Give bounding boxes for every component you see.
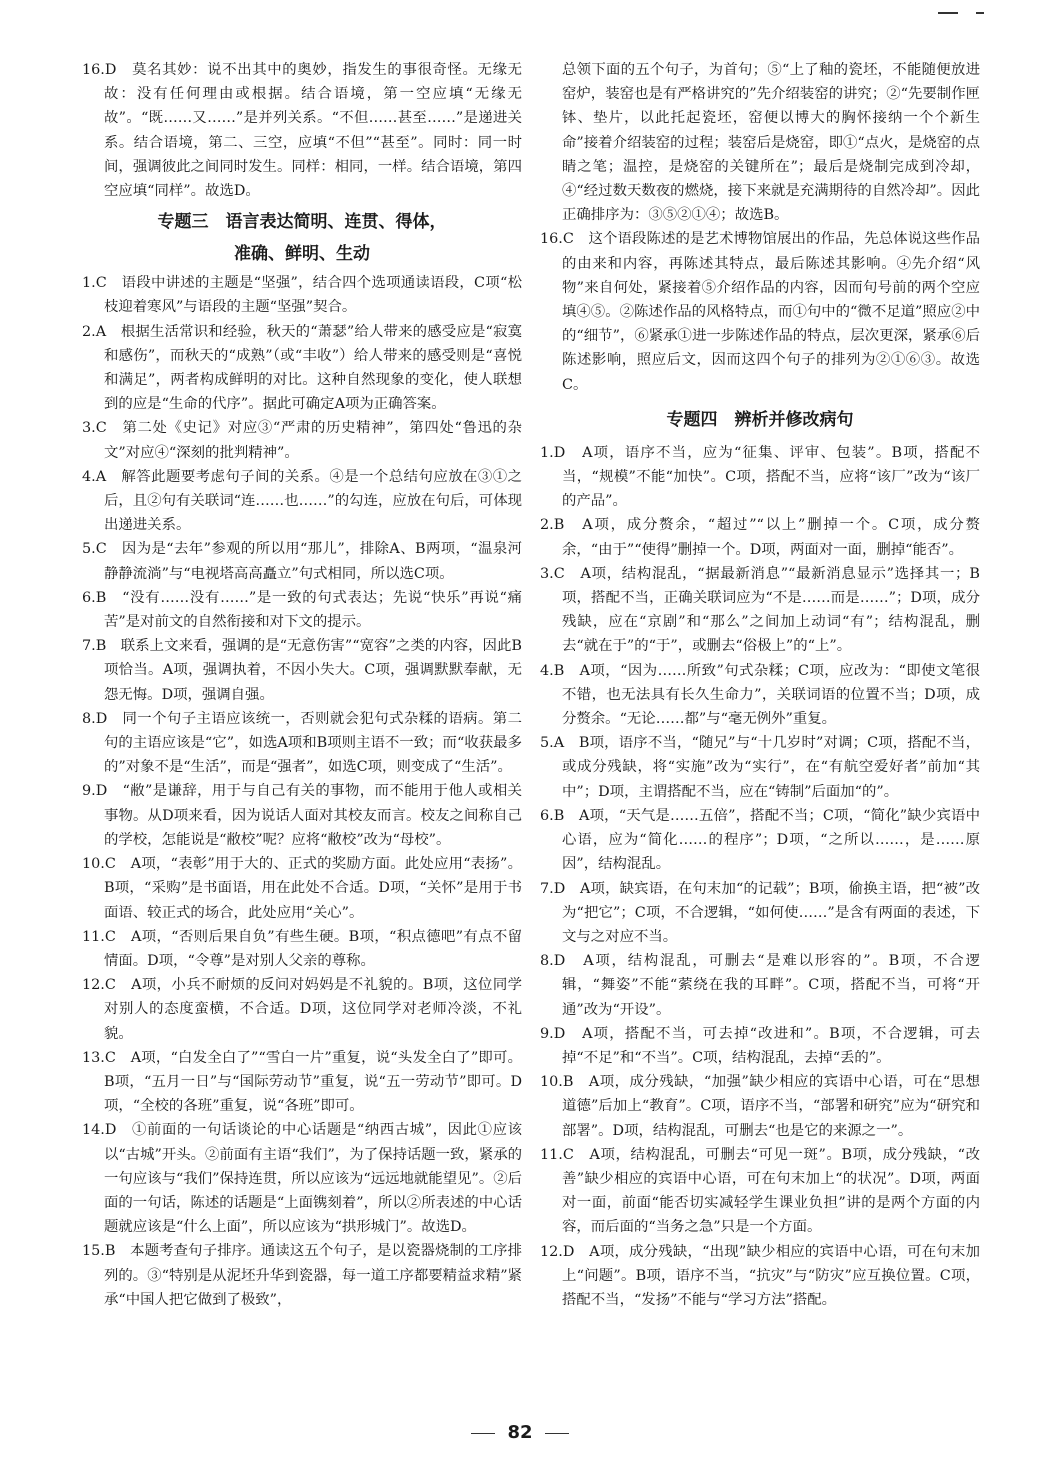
corner-marks xyxy=(938,12,998,18)
answer-item: 3.C 第二处《史记》对应③“严肃的历史精神”，第四处“鲁迅的杂文”对应④“深刻的批判精神”。 xyxy=(82,420,522,461)
answer-item: 7.D A项，缺宾语，在句末加“的记载”；B项，偷换主语，把“被”改为“把它”；C项，不合逻辑，“如何使……”是含有两面的表述，下文与之对应不当。 xyxy=(540,880,980,945)
answer-item: 6.B A项，“天气是……五倍”，搭配不当；C项，“简化”缺少宾语中心语，应为“简化……的程序”；D项，“之所以……，是……原因”，结构混乱。 xyxy=(540,807,980,873)
answer-item: 1.D A项，语序不当，应为“征集、评审、包装”。B项，搭配不当，“规模”不能“加快”。C项，搭配不当，应将“该厂”改为“该厂的产品”。 xyxy=(540,444,980,510)
answer-item: 2.B A项，成分赘余，“超过”“以上”删掉一个。C项，成分赘余，“由于”“使得”删掉一个。D项，两面对一面，删掉“能否”。 xyxy=(540,517,980,558)
answer-item: 8.D 同一个句子主语应该统一，否则就会犯句式杂糅的语病。第二句的主语应该是“它”，如选A项和B项则主语不一致；而“收获最多的”对象不是“生活”，而是“强者”，如选C项，则变成了“生活”。 xyxy=(82,710,522,776)
topic3-heading-line1: 专题三 语言表达简明、连贯、得体， xyxy=(157,212,447,233)
left-column xyxy=(82,58,522,1312)
answer-item: 5.C 因为是“去年”参观的所以用“那儿”，排除A、B两项，“温泉河静静流淌”与“电视塔高高矗立”句式相同，所以选C项。 xyxy=(82,541,522,582)
footer-dash-left xyxy=(471,1433,495,1434)
answer-item: 6.B “没有……没有……”是一致的句式表达；先说“快乐”再说“痛苦”是对前文的自然衔接和对下文的提示。 xyxy=(82,589,522,631)
topic4-heading: 专题四 辨析并修改病句 xyxy=(666,409,854,430)
answer-item: 15.B 本题考查句子排序。通读这五个句子，是以瓷器烧制的工序排列的。③“特别是从泥坯升华到瓷器，每一道工序都要精益求精”紧承“中国人把它做到了极致”， xyxy=(82,1243,522,1308)
page-number: 82 xyxy=(507,1422,533,1443)
answer-item: 3.C A项，结构混乱，“据最新消息”“最新消息显示”选择其一；B项，搭配不当，正确关联词应为“不是……而是……”；D项，成分残缺，应在“京剧”和“那么”之间加上动词“有”；结构混乱，删去“就在于”的“于”，或删去“俗极上”的“上”。 xyxy=(540,565,980,655)
answer-item: 2.A 根据生活常识和经验，秋天的“萧瑟”给人带来的感受应是“寂寞和感伤”，而秋天的“成熟”（或“丰收”）给人带来的感受则是“喜悦和满足”，两者构成鲜明的对比。这种自然现象的变化，使人联想到的应是“生命的代序”。据此可确定A项为正确答案。 xyxy=(82,323,522,413)
answer-item: 12.D A项，成分残缺，“出现”缺少相应的宾语中心语，可在句末加上“问题”。B项，语序不当，“抗灾”与“防灾”应互换位置。C项，搭配不当，“发扬”不能与“学习方法”搭配。 xyxy=(540,1243,980,1308)
answer-15-continued: 总领下面的五个句子，为首句；⑤“上了釉的瓷坯，不能随便放进窑炉，装窑也是有严格讲究的”先介绍装窑的讲究；②“先要制作匣钵、垫片，以此托起瓷坯，窑便以博大的胸怀接纳一个个新生命”接着介绍装窑的过程；装窑后是烧窑，即①“点火，是烧窑的点睛之笔；温控，是烧窑的关键所在”；最后是烧制完成到冷却，④“经过数天数夜的燃烧，接下来就是充满期待的自然冷却”。因此正确排序为：③⑤②①④；故选B。 xyxy=(562,62,980,224)
answer-16-topic2: 16.D 莫名其妙：说不出其中的奥妙，指发生的事很奇怪。无缘无故：没有任何理由或根据。结合语境，第一空应填“无缘无故”。“既……又……”是并列关系。“不但……甚至……”是递进关系。结合语境，第二、三空，应填“不但”“甚至”。同时：同一时间，强调彼此之间同时发生。同样：相同，一样。结合语境，第四空应填“同样”。故选D。 xyxy=(82,62,522,200)
answer-item: 4.B A项，“因为……所致”句式杂糅；C项，应改为：“即使文笔很不错，也无法具有长久生命力”，关联词语的位置不当；D项，成分赘余。“无论……都”与“毫无例外”重复。 xyxy=(540,662,980,728)
answer-item: 7.B 联系上文来看，强调的是“无意伤害”“宽容”之类的内容，因此B项恰当。A项，强调执着，不因小失大。C项，强调默默奉献，无怨无悔。D项，强调自强。 xyxy=(82,638,522,703)
page-footer xyxy=(0,1422,1040,1443)
footer-dash-right xyxy=(545,1433,569,1434)
answer-item: 4.A 解答此题要考虑句子间的关系。④是一个总结句应放在③①之后，且②句有关联词“连……也……”的勾连，应放在句后，可体现出递进关系。 xyxy=(82,468,522,534)
answer-item: 8.D A项，结构混乱，可删去“是难以形容的”。B项，不合逻辑，“舞姿”不能“萦绕在我的耳畔”。C项，搭配不当，可将“开通”改为“开设”。 xyxy=(540,953,980,1018)
answer-item: 12.C A项，小兵不耐烦的反问对妈妈是不礼貌的。B项，这位同学对别人的态度蛮横，不合适。D项，这位同学对老师冷淡，不礼貌。 xyxy=(82,977,522,1042)
topic3-heading-line2: 准确、鲜明、生动 xyxy=(234,244,370,265)
answer-item: 10.C A项，“表彰”用于大的、正式的奖励方面。此处应用“表扬”。B项，“采购”是书面语，用在此处不合适。D项，“关怀”是用于书面语、较正式的场合，此处应用“关心”。 xyxy=(82,856,522,921)
answer-item: 1.C 语段中讲述的主题是“坚强”，结合四个选项通读语段，C项“松枝迎着寒风”与语段的主题“坚强”契合。 xyxy=(82,275,522,316)
answer-item: 9.D A项，搭配不当，可去掉“改进和”。B项，不合逻辑，可去掉“不足”和“不当”。C项，结构混乱，去掉“丢的”。 xyxy=(540,1025,980,1066)
answer-item: 11.C A项，结构混乱，可删去“可见一斑”。B项，成分残缺，“改善”缺少相应的宾语中心语，可在句末加上“的状况”。D项，两面对一面，前面“能否切实减轻学生课业负担”讲的是两个方面的内容，而后面的“当务之急”只是一个方面。 xyxy=(540,1146,980,1236)
answer-item: 13.C A项，“白发全白了”“雪白一片”重复，说“头发全白了”即可。B项，“五月一日”与“国际劳动节”重复，说“五一劳动节”即可。D项，“全校的各班”重复，说“各班”即可。 xyxy=(82,1049,522,1115)
answer-item: 9.D “敝”是谦辞，用于与自己有关的事物，而不能用于他人或相关事物。从D项来看，因为说话人面对其校友而言。校友之间称自己的学校，怎能说是“敝校”呢？应将“敝校”改为“母校”。 xyxy=(82,783,522,848)
answer-item: 10.B A项，成分残缺，“加强”缺少相应的宾语中心语，可在“思想道德”后加上“教育”。C项，语序不当，“部署和研究”应为“研究和部署”。D项，结构混乱，可删去“也是它的来源之一”。 xyxy=(540,1074,980,1139)
answer-16-topic3: 16.C 这个语段陈述的是艺术博物馆展出的作品，先总体说这些作品的由来和内容，再陈述其特点，最后陈述其影响。④先介绍“风物”来自何处，紧接着⑤介绍作品的内容，因而句号前的两个空应填④⑤。②陈述作品的风格特点，而①句中的“微不足道”照应②中的“细节”，⑥紧承①进一步陈述作品的特点，层次更深，紧承⑥后陈述影响，照应后文，因而这四个句子的排列为②①⑥③。故选C。 xyxy=(540,231,980,393)
answer-item: 5.A B项，语序不当，“随兄”与“十几岁时”对调；C项，搭配不当，或成分残缺，将“实施”改为“实行”，在“有航空爱好者”前加“其中”；D项，主谓搭配不当，应在“铸制”后面加“的”。 xyxy=(540,735,980,800)
answer-item: 11.C A项，“否则后果自负”有些生硬。B项，“积点德吧”有点不留情面。D项，“令尊”是对别人父亲的尊称。 xyxy=(82,928,522,969)
answer-item: 14.D ①前面的一句话谈论的中心话题是“纳西古城”，因此①应该以“古城”开头。②前面有主语“我们”，为了保持话题一致，紧承的一句应该与“我们”保持连贯，所以应该为“远远地就能望见”。②后面的一句话，陈述的话题是“上面镌刻着”，所以②所表述的中心话题就应该是“什么上面”，所以应该为“拱形城门”。故选D。 xyxy=(82,1122,522,1236)
right-column xyxy=(540,58,980,1312)
